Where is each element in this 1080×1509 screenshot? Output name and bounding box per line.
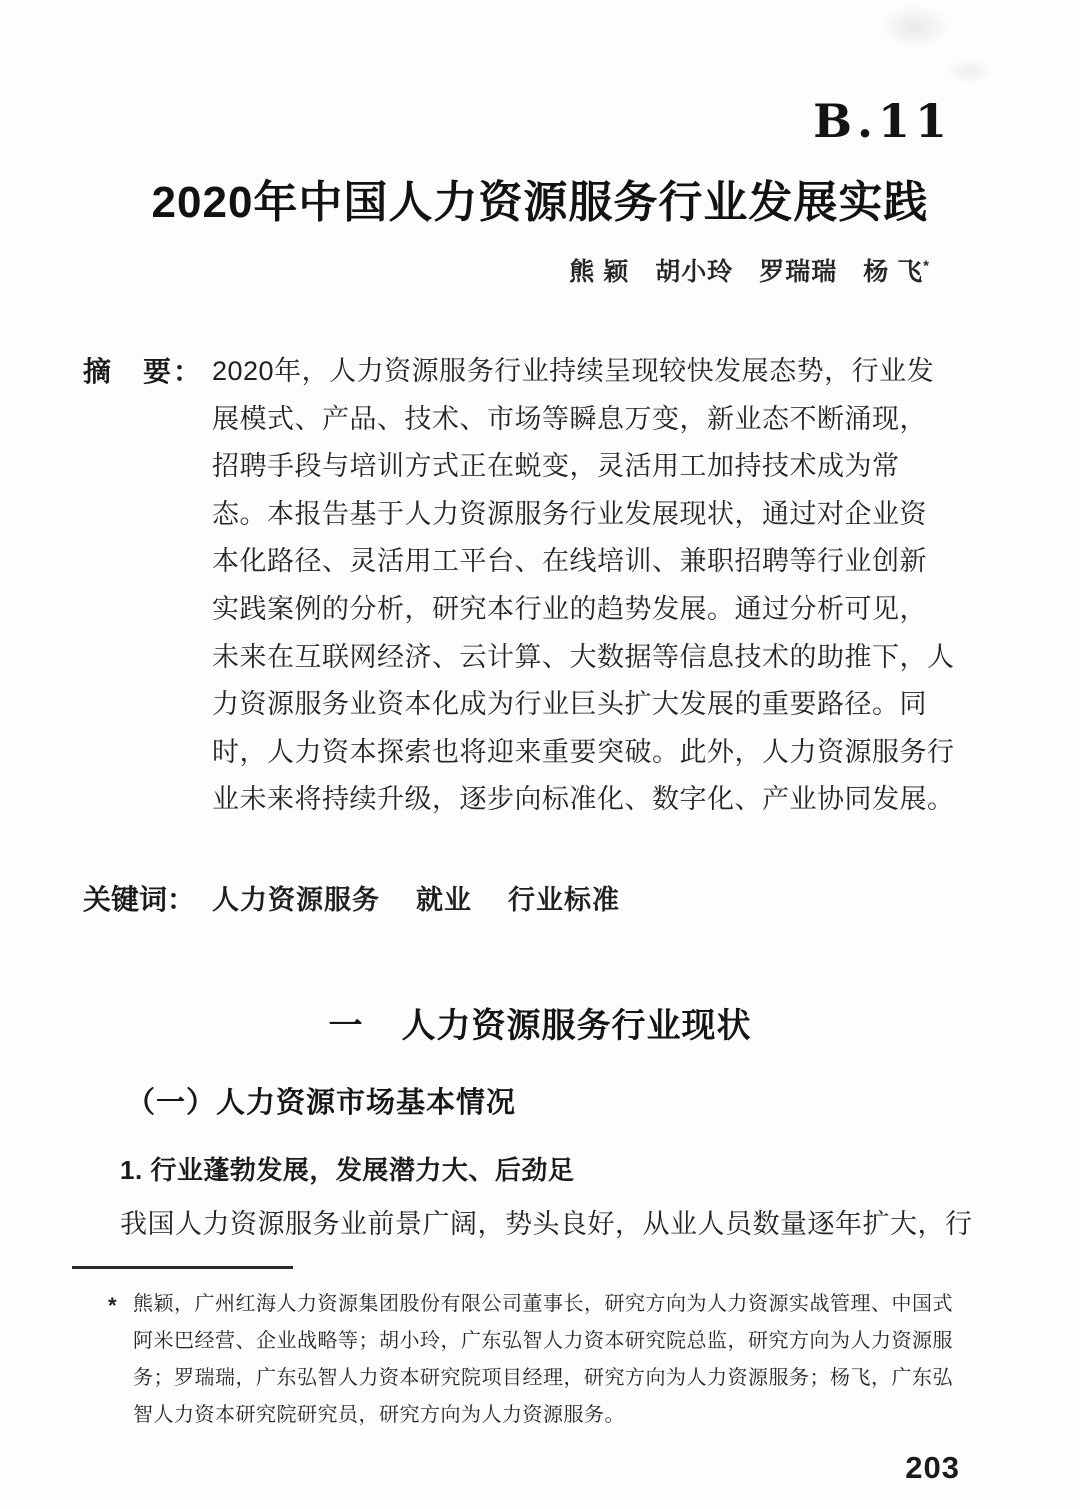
subsection-heading: （一）人力资源市场基本情况 [126,1087,517,1119]
point-heading: 1. 行业蓬勃发展，发展潜力大、后劲足 [120,1155,575,1185]
abstract-line: 2020年，人力资源服务行业持续呈现较快发展态势，行业发 [212,356,935,386]
authors-names: 熊 颖 胡小玲 罗瑞瑞 杨 飞 [569,258,924,286]
abstract-body [212,348,962,824]
abstract-label: 摘 要： [83,356,204,387]
abstract-line: 态。本报告基于人力资源服务行业发展现状，通过对企业资 [212,498,927,529]
abstract-block [83,348,962,824]
chapter-code: B.11 [813,94,952,148]
footnote-line: 智人力资本研究院研究员，研究方向为人力资源服务。 [133,1404,625,1426]
abstract-line: 时，人力资本探索也将迎来重要突破。此外，人力资源服务行 [212,736,955,767]
authors-line [569,252,930,288]
footnote-block [108,1286,960,1434]
keywords-block [83,878,962,918]
abstract-line: 实践案例的分析，研究本行业的趋势发展。通过分析可见， [212,593,927,624]
keyword-term: 就业 [416,885,472,915]
abstract-line: 业未来将持续升级，逐步向标准化、数字化、产业协同发展。 [212,784,955,815]
scan-artifact [946,58,992,84]
footnote-line: 阿米巴经营、企业战略等；胡小玲，广东弘智人力资本研究院总监，研究方向为人力资源服 [133,1330,953,1352]
keywords-terms [212,878,620,917]
section-heading [0,998,1080,1047]
page-title: 2020年中国人力资源服务行业发展实践 [151,178,929,227]
abstract-line: 未来在互联网经济、云计算、大数据等信息技术的助推下，人 [212,641,955,672]
abstract-line: 招聘手段与培训方式正在蜕变，灵活用工加持技术成为常 [212,451,900,482]
footnote-line: 熊颖，广州红海人力资源集团股份有限公司董事长，研究方向为人力资源实战管理、中国式 [133,1293,953,1315]
page-number: 203 [905,1450,960,1485]
section-title: 人力资源服务行业现状 [401,1007,752,1045]
keywords-label: 关键词： [83,884,196,915]
section-number: 一 [328,1007,364,1045]
scan-artifact [880,4,950,50]
abstract-line: 本化路径、灵活用工平台、在线培训、兼职招聘等行业创新 [212,546,927,577]
abstract-line: 力资源服务业资本化成为行业巨头扩大发展的重要路径。同 [212,689,927,720]
authors-note-marker: * [923,257,930,275]
footnote-divider [72,1266,293,1269]
abstract-line: 展模式、产品、技术、市场等瞬息万变，新业态不断涌现， [212,403,927,434]
keyword-term: 人力资源服务 [212,885,380,915]
footnote-line: 务；罗瑞瑞，广东弘智人力资本研究院项目经理，研究方向为人力资源服务；杨飞，广东弘 [133,1367,953,1389]
keyword-term: 行业标准 [508,885,620,915]
body-paragraph: 我国人力资源服务业前景广阔，势头良好，从业人员数量逐年扩大，行 [120,1209,973,1239]
footnote-marker: * [108,1293,118,1318]
